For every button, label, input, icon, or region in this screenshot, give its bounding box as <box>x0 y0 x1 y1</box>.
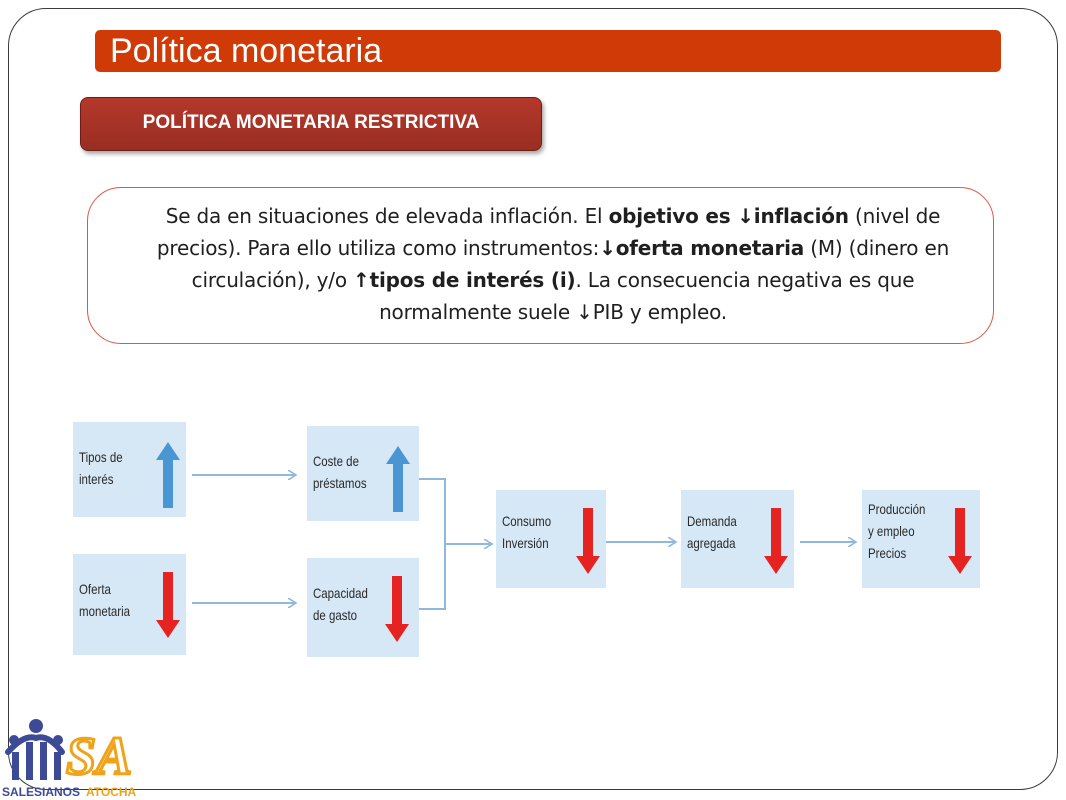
box-coste-de-prestamos <box>307 426 419 521</box>
box-oferta-monetaria <box>73 554 186 655</box>
box-capacidad-de-gasto <box>307 558 419 657</box>
description-box <box>87 187 994 344</box>
down-arrow-icon <box>385 576 409 642</box>
svg-text:SALESIANOS: SALESIANOS <box>2 785 81 799</box>
box-label: Producción y empleo Precios <box>868 501 926 561</box>
up-arrow-icon <box>386 446 410 512</box>
down-arrow-icon <box>156 572 180 638</box>
box-label: Tipos de interés <box>79 449 123 487</box>
box-tipos-de-interes <box>73 422 186 517</box>
box-label: Capacidad de gasto <box>313 585 368 623</box>
box-label: Oferta monetaria <box>79 581 131 619</box>
description-text <box>148 200 958 328</box>
down-arrow-icon <box>764 508 788 574</box>
description-bold-money-supply: ↓oferta monetaria <box>599 236 805 260</box>
up-arrow-icon <box>156 442 180 508</box>
title-bar <box>95 30 1001 72</box>
description-part-4: . La consecuencia negativa es que normalmente suele ↓PIB y empleo. <box>379 268 915 324</box>
box-consumo-inversion <box>496 490 606 588</box>
description-part-1: Se da en situaciones de elevada inflación. El <box>165 204 609 228</box>
box-produccion-empleo-precios <box>862 490 980 588</box>
down-arrow-icon <box>576 508 600 574</box>
box-label: Coste de préstamos <box>313 453 367 491</box>
box-label: Demanda agregada <box>687 513 737 551</box>
down-arrow-icon <box>948 508 972 574</box>
salesianos-atocha-logo <box>0 712 140 800</box>
description-part-3: (M) (dinero en circulación), y/o <box>191 236 950 292</box>
connector-merge <box>419 479 445 609</box>
subtitle-text: POLÍTICA MONETARIA RESTRICTIVA <box>142 112 480 133</box>
description-part-2: (nivel de precios). Para ello utiliza como instrumentos: <box>156 204 941 260</box>
page-title: Política monetaria <box>110 32 383 70</box>
svg-text:ATOCHA: ATOCHA <box>86 785 137 799</box>
box-label: Consumo Inversión <box>502 513 552 551</box>
subtitle-banner <box>80 97 542 151</box>
description-bold-objective: objetivo es ↓inflación <box>608 204 849 228</box>
description-bold-interest: ↑tipos de interés (i) <box>353 268 576 292</box>
box-demanda-agregada <box>681 490 794 588</box>
svg-text:SA: SA <box>66 726 133 786</box>
